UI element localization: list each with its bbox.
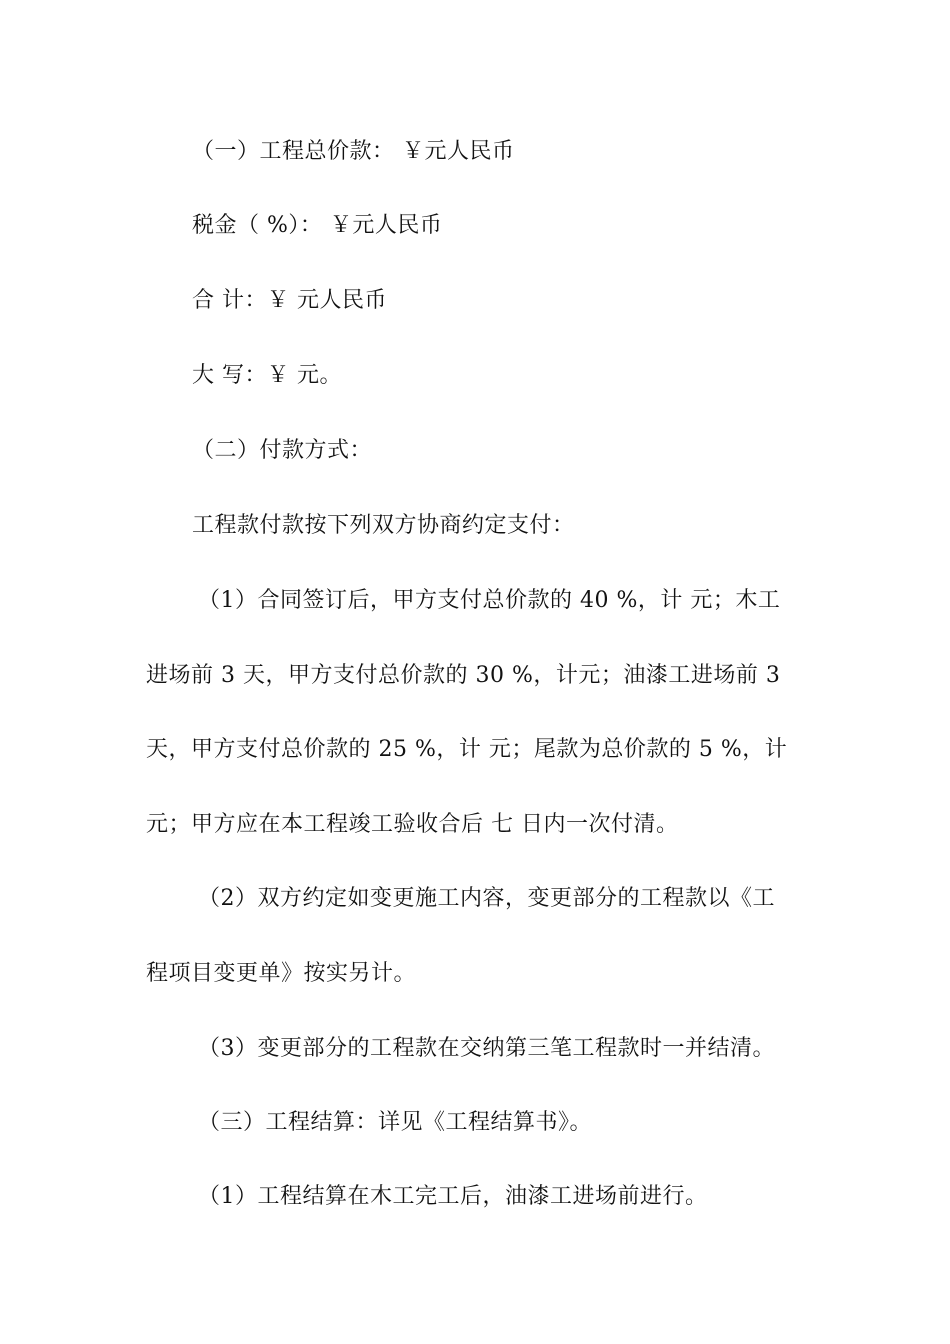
payment-item-1-line-4: 元；甲方应在本工程竣工验收合后 七 日内一次付清。 [146,812,679,837]
section-3-settlement: （三）工程结算：详见《工程结算书》。 [198,1110,593,1135]
payment-item-1-line-2: 进场前 3 天，甲方支付总价款的 30 %，计元；油漆工进场前 3 [146,663,781,688]
payment-item-1-line-1: （1）合同签订后，甲方支付总价款的 40 %，计 元；木工 [198,588,781,613]
payment-item-2-line-1: （2）双方约定如变更施工内容，变更部分的工程款以《工 [198,886,775,911]
payment-intro: 工程款付款按下列双方协商约定支付： [192,513,575,538]
amount-in-words-line: 大 写：￥ 元。 [192,363,342,388]
total-line: 合 计：￥ 元人民币 [192,288,387,313]
payment-item-2-line-2: 程项目变更单》按实另计。 [146,961,417,986]
tax-line: 税金（ %）： ￥元人民币 [192,213,443,238]
section-1-total-price: （一）工程总价款： ￥元人民币 [192,139,515,164]
section-2-payment-method: （二）付款方式： [192,438,373,463]
payment-item-1-line-3: 天，甲方支付总价款的 25 %，计 元；尾款为总价款的 5 %，计 [146,737,788,762]
settlement-item-1: （1）工程结算在木工完工后，油漆工进场前进行。 [198,1184,708,1209]
payment-item-3: （3）变更部分的工程款在交纳第三笔工程款时一并结清。 [198,1036,775,1061]
